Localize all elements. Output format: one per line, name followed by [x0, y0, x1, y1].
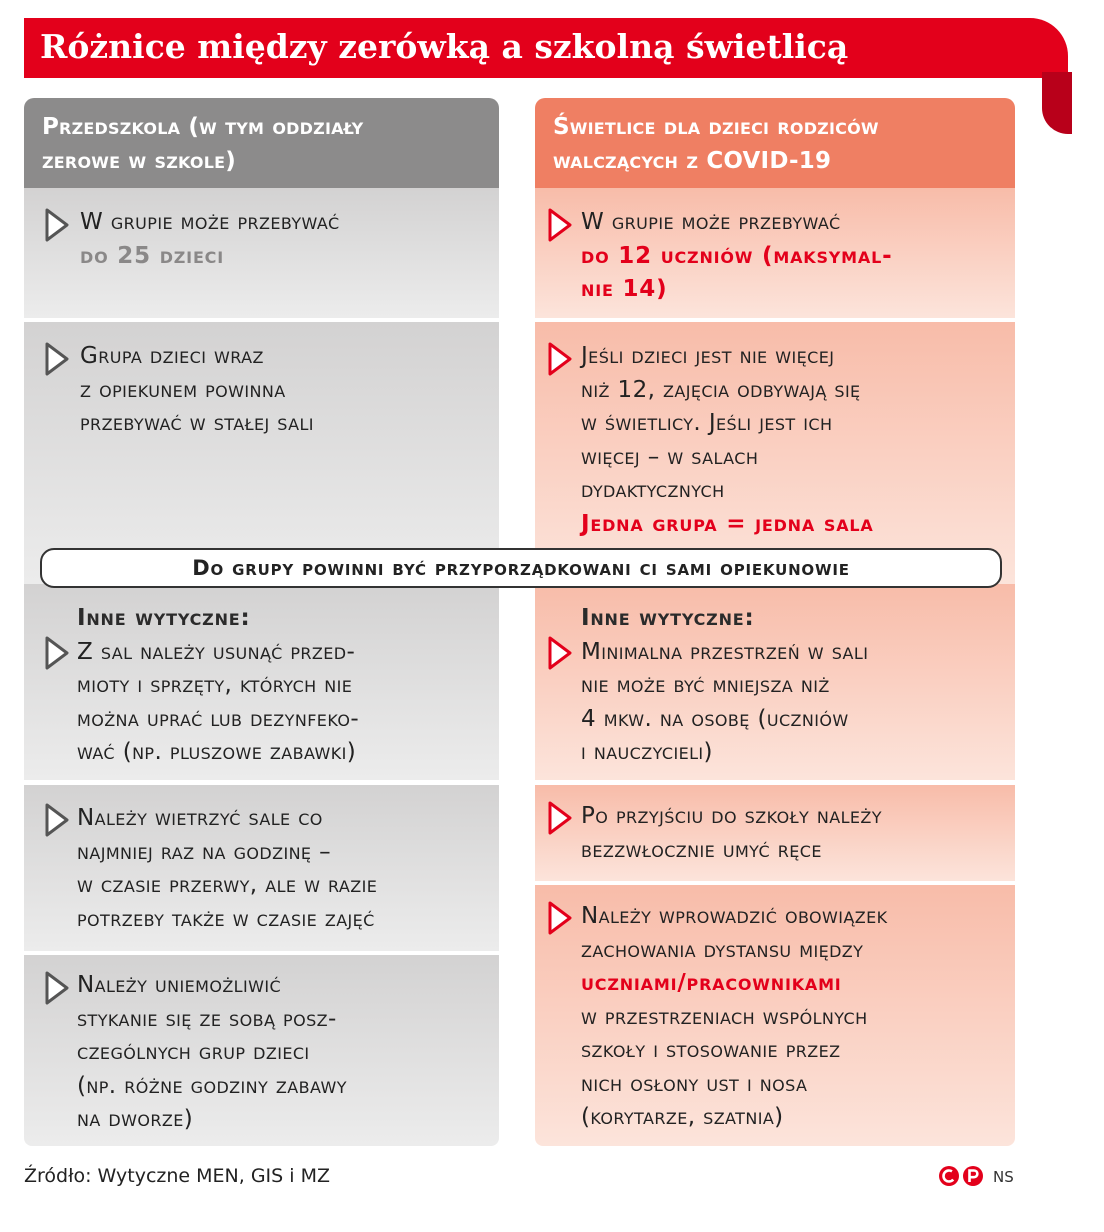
cell-text-line: (np. różne godziny zabawy: [77, 1072, 347, 1099]
cell-text-line: Jeśli dzieci jest nie więcej: [581, 343, 835, 369]
cell-text-line: więcej – w salach: [581, 443, 759, 470]
cell-text-line: Z sal należy usunąć przed-: [77, 638, 356, 665]
cell-text-line: niż 12, zajęcia odbywają się: [581, 376, 861, 403]
cell-text-line: z opiekunem powinna: [80, 376, 286, 403]
right-column-header: [535, 98, 1015, 188]
play-arrow-icon: [44, 342, 70, 376]
left-header-line: Przedszkola (w tym oddziały: [42, 114, 364, 140]
cell-subheading: Inne wytyczne:: [77, 605, 251, 631]
play-arrow-icon: [44, 971, 70, 1005]
left-cell-group-size: [24, 188, 499, 318]
play-arrow-icon: [547, 208, 573, 242]
banner-fold: [1042, 72, 1072, 134]
cell-highlight-line: nie 14): [581, 276, 668, 302]
common-guideline-pill: Do grupy powinni być przyporządkowani ci sami opiekunowie: [40, 548, 1002, 588]
copyright-logo-icon: [938, 1163, 986, 1189]
cell-text-line: potrzeby także w czasie zajęć: [77, 905, 375, 932]
right-header-line: walczących z COVID-19: [553, 148, 832, 174]
play-arrow-icon: [547, 901, 573, 935]
left-cell-ventilation: [24, 785, 499, 951]
cell-text-line: najmniej raz na godzinę –: [77, 838, 332, 865]
cell-text-line: dydaktycznych: [581, 477, 725, 503]
left-cell-separate-groups: [24, 955, 499, 1146]
cell-highlight-line: do 12 uczniów (maksymal-: [581, 242, 893, 269]
cell-text-line: w świetlicy. Jeśli jest ich: [581, 410, 833, 436]
author-initials: NS: [993, 1168, 1014, 1186]
cell-text-line: zachowania dystansu między: [581, 936, 864, 963]
right-cell-wash-hands: [535, 785, 1015, 881]
cell-highlight-line: Jedna grupa = jedna sala: [581, 510, 874, 537]
cell-text-line: nie może być mniejsza niż: [581, 672, 830, 698]
infographic-title: Różnice między zerówką a szkolną świetlicą: [40, 27, 849, 66]
cell-text-line: Po przyjściu do szkoły należy: [581, 803, 882, 829]
cell-text-line: stykanie się ze sobą posz-: [77, 1005, 337, 1032]
cell-text-line: W grupie może przebywać: [80, 209, 340, 235]
cell-text-line: czególnych grup dzieci: [77, 1039, 310, 1065]
cell-text-line: przebywać w stałej sali: [80, 410, 314, 436]
cell-text-line: i nauczycieli): [581, 739, 713, 765]
cell-text-line: nich osłony ust i nosa: [581, 1070, 808, 1097]
cell-text-line: na dworze): [77, 1106, 194, 1132]
cell-text-line: można uprać lub dezynfeko-: [77, 705, 360, 732]
left-cell-other-guidelines: [24, 584, 499, 780]
cell-text-line: Minimalna przestrzeń w sali: [581, 638, 869, 665]
cell-highlight-line: do 25 dzieci: [80, 242, 224, 269]
play-arrow-icon: [44, 636, 70, 670]
play-arrow-icon: [547, 636, 573, 670]
right-header-line: Świetlice dla dzieci rodziców: [553, 114, 879, 140]
cell-text-line: w czasie przerwy, ale w razie: [77, 872, 378, 898]
cell-text-line: W grupie może przebywać: [581, 209, 841, 235]
cell-subheading: Inne wytyczne:: [581, 605, 755, 631]
cell-text-line: w przestrzeniach wspólnych: [581, 1003, 868, 1030]
play-arrow-icon: [547, 342, 573, 376]
cell-text-line: Należy wprowadzić obowiązek: [581, 903, 888, 929]
cell-text-line: Grupa dzieci wraz: [80, 343, 264, 369]
cell-text-line: (korytarze, szatnia): [581, 1104, 784, 1130]
cell-text-line: szkoły i stosowanie przez: [581, 1037, 841, 1063]
right-cell-room: [535, 322, 1015, 584]
left-header-line: zerowe w szkole): [42, 148, 236, 174]
left-column-header: [24, 98, 499, 188]
cell-text-line: mioty i sprzęty, których nie: [77, 672, 353, 698]
right-cell-other-guidelines: [535, 584, 1015, 780]
play-arrow-icon: [44, 208, 70, 242]
cell-highlight-line: uczniami/pracownikami: [581, 970, 842, 996]
source-note: Źródło: Wytyczne MEN, GIS i MZ: [24, 1165, 330, 1187]
left-cell-room: [24, 322, 499, 584]
play-arrow-icon: [547, 801, 573, 835]
cell-text-line: 4 mkw. na osobę (uczniów: [581, 705, 849, 732]
right-cell-distance: [535, 885, 1015, 1146]
cell-text-line: Należy uniemożliwić: [77, 972, 282, 998]
cell-text-line: bezzwłocznie umyć ręce: [581, 836, 822, 863]
cell-text-line: wać (np. pluszowe zabawki): [77, 739, 357, 765]
right-cell-group-size: [535, 188, 1015, 318]
cell-text-line: Należy wietrzyć sale co: [77, 805, 323, 831]
play-arrow-icon: [44, 803, 70, 837]
